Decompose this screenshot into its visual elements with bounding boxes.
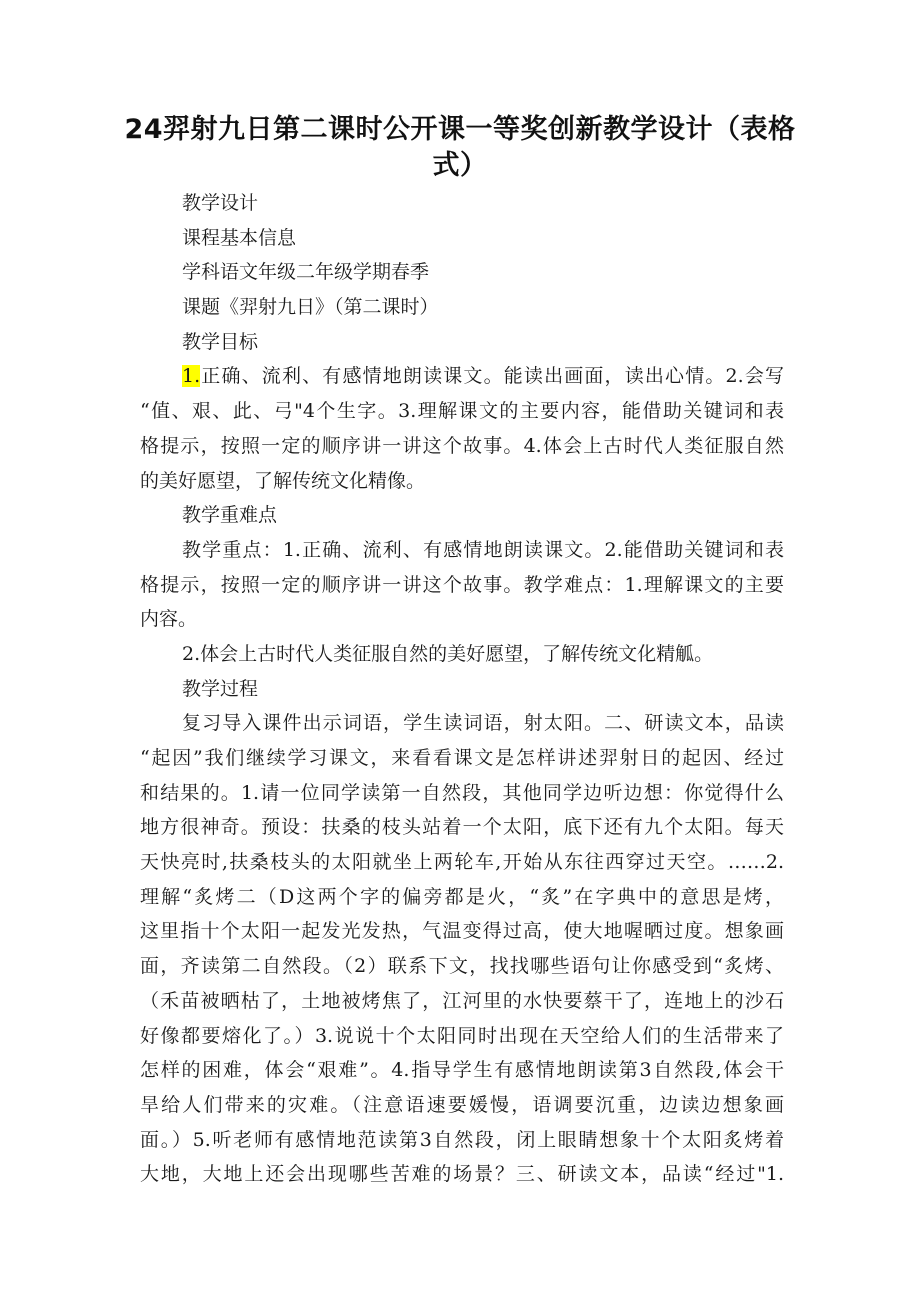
text-line: 格提示，按照一定的顺序讲一讲这个故事。4.体会上古时代人类征服自然 bbox=[140, 434, 784, 457]
text-line: 教学重点：1.正确、流利、有感情地朗读课文。2.能借助关键词和表 bbox=[182, 538, 784, 561]
text-line: 旱给人们带来的灾难。（注意语速要媛慢，语调要沉重，边读边想象画 bbox=[140, 1093, 784, 1116]
text-line: 课程基本信息 bbox=[182, 226, 297, 249]
text-line-rest: 正确、流利、有感情地朗读课文。能读出画面，读出心情。2.会写 bbox=[200, 365, 784, 388]
text-line: （禾苗被晒枯了，土地被烤焦了，江河里的水快要蔡干了，连地上的沙石 bbox=[140, 989, 784, 1012]
text-line: 2.体会上古时代人类征服自然的美好愿望，了解传统文化精觚。 bbox=[182, 642, 714, 665]
text-line: 地方很神奇。预设：扶桑的枝头站着一个太阳，底下还有九个太阳。每天 bbox=[140, 816, 784, 839]
text-line: 教学设计 bbox=[182, 192, 259, 214]
text-line: 课题《羿射九日》（第二课时） bbox=[182, 296, 439, 319]
text-line: 复习导入课件出示词语，学生读词语，射太阳。二、研读文本，品读 bbox=[182, 712, 784, 735]
text-line: 好像都要熔化了。）3.说说十个太阳同时出现在天空给人们的生活带来了 bbox=[140, 1024, 784, 1047]
highlighted-number: 1. bbox=[182, 365, 201, 388]
text-line: 教学目标 bbox=[182, 330, 259, 353]
text-line: 的美好愿望，了解传统文化精像。 bbox=[140, 469, 426, 492]
text-line: 教学重难点 bbox=[182, 504, 278, 527]
document-title: 24羿射九日第二课时公开课一等奖创新教学设计（表格式） bbox=[124, 114, 796, 181]
text-line: 天快亮时,扶桑枝头的太阳就坐上两轮车,开始从东往西穿过天空。……2. bbox=[140, 851, 784, 874]
text-line: 学科语文年级二年级学期春季 bbox=[182, 261, 430, 284]
text-line: 大地，大地上还会出现哪些苦难的场景？三、研读文本，品读“经过"1. bbox=[140, 1163, 784, 1186]
text-line: 面。）5.听老师有感情地范读第3自然段，闭上眼睛想象十个太阳炙烤着 bbox=[140, 1128, 784, 1151]
text-line: “值、艰、此、弓"4个生字。3.理解课文的主要内容，能借助关键词和表 bbox=[140, 400, 784, 423]
text-line: 怎样的困难，体会“艰难”。4.指导学生有感情地朗读第3自然段,体会干 bbox=[140, 1059, 784, 1082]
text-line: 教学过程 bbox=[182, 677, 259, 700]
text-line: 内容。 bbox=[140, 608, 198, 631]
document-body bbox=[140, 186, 784, 1192]
text-line: 理解“炙烤二（D这两个字的偏旁都是火，“炙”在字典中的意思是烤， bbox=[140, 885, 784, 908]
text-line: 面，齐读第二自然段。（2）联系下文，找找哪些语句让你感受到“炙烤、 bbox=[140, 955, 784, 978]
text-line bbox=[140, 359, 784, 394]
text-line: “起因”我们继续学习课文，来看看课文是怎样讲述羿射日的起因、经过 bbox=[140, 747, 784, 769]
text-line: 格提示，按照一定的顺序讲一讲这个故事。教学难点：1.理解课文的主要 bbox=[140, 573, 784, 596]
text-line: 和结果的。1.请一位同学读第一自然段，其他同学边听边想：你觉得什么 bbox=[140, 781, 784, 804]
text-line: 这里指十个太阳一起发光发热，气温变得过高，使大地喔晒过度。想象画 bbox=[140, 920, 784, 943]
